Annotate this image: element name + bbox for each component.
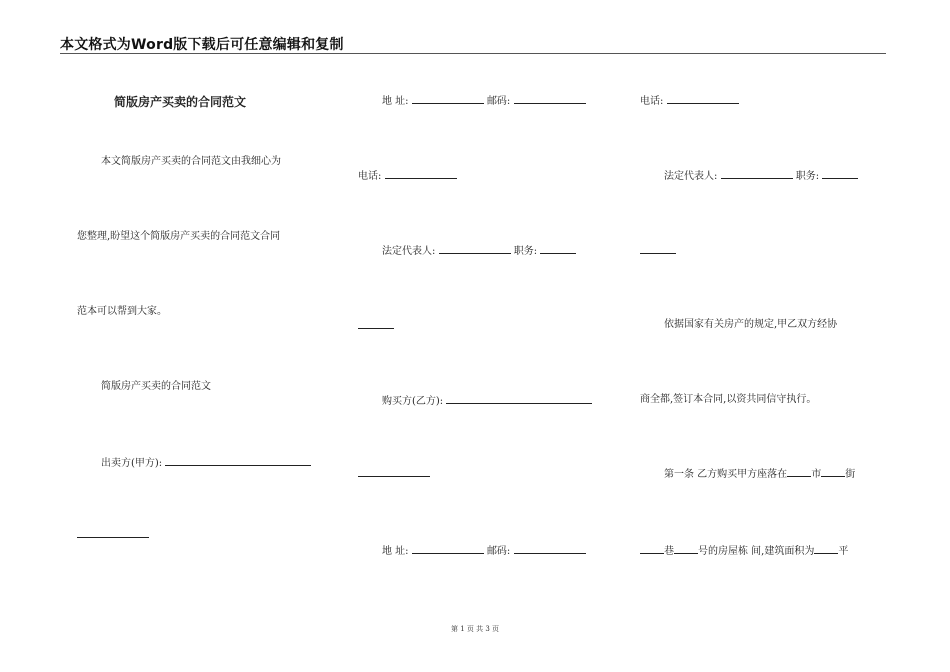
post-label-2: 职务: xyxy=(795,171,820,182)
buyer-blank xyxy=(446,393,592,404)
article-1-line-1 xyxy=(664,466,855,481)
address-label: 地 址: xyxy=(382,96,409,107)
street-blank xyxy=(821,466,845,477)
zip-label: 邮码: xyxy=(486,96,511,107)
post-blank xyxy=(540,243,576,254)
page-footer: 第 1 页 共 3 页 xyxy=(450,625,500,633)
post-blank-continued xyxy=(358,318,394,329)
address-label-2: 地 址: xyxy=(382,546,409,557)
phone-label: 电话: xyxy=(358,171,382,182)
buyer-label: 购买方(乙方): xyxy=(382,396,444,407)
article-1-text-d: 巷 xyxy=(664,546,674,557)
rep-label: 法定代表人: xyxy=(382,246,436,257)
area-blank xyxy=(814,543,838,554)
rep-blank xyxy=(439,243,511,254)
article-1-text-a: 第一条 乙方购买甲方座落在 xyxy=(664,469,788,480)
post-label: 职务: xyxy=(513,246,538,257)
buyer-line xyxy=(382,393,592,408)
seller-blank-continued xyxy=(77,527,149,538)
basis-line-1: 依据国家有关房产的规定,甲乙双方经协 xyxy=(664,319,838,330)
document-title: 简版房产买卖的合同范文 xyxy=(114,95,247,109)
address-blank-2 xyxy=(412,543,484,554)
intro-line-3: 范本可以帮到大家。 xyxy=(77,306,167,317)
number-blank xyxy=(674,543,698,554)
seller-label: 出卖方(甲方): xyxy=(101,458,163,469)
seller-address-line xyxy=(382,93,586,108)
article-1-text-b: 市 xyxy=(811,469,822,480)
seller-continuation-line xyxy=(77,527,149,542)
article-1-line-2 xyxy=(640,543,848,558)
city-blank xyxy=(787,466,811,477)
alley-blank xyxy=(640,543,664,554)
header-divider xyxy=(60,53,886,54)
rep-label-2: 法定代表人: xyxy=(664,171,718,182)
buyer-address-line xyxy=(382,543,586,558)
seller-post-continuation xyxy=(358,318,394,333)
intro-line-1: 本文简版房产买卖的合同范文由我细心为 xyxy=(101,156,281,167)
buyer-continuation-line xyxy=(358,466,430,481)
seller-blank xyxy=(165,455,311,466)
intro-line-2: 您整理,盼望这个简版房产买卖的合同范文合同 xyxy=(77,231,281,242)
rep-blank-2 xyxy=(721,168,793,179)
seller-rep-line xyxy=(382,243,576,258)
phone-blank xyxy=(385,168,457,179)
buyer-post-continuation xyxy=(640,243,676,258)
seller-phone-line xyxy=(358,168,457,183)
seller-line xyxy=(101,455,311,470)
phone-label-2: 电话: xyxy=(640,96,664,107)
article-1-text-e: 号的房屋栋 间,建筑面积为 xyxy=(698,546,815,557)
buyer-rep-line xyxy=(664,168,858,183)
zip-blank xyxy=(514,93,586,104)
address-blank xyxy=(412,93,484,104)
article-1-text-f: 平 xyxy=(838,546,849,557)
buyer-phone-line xyxy=(640,93,739,108)
phone-blank-2 xyxy=(667,93,739,104)
buyer-blank-continued xyxy=(358,466,430,477)
basis-line-2: 商全都,签订本合同,以资共同信守执行。 xyxy=(640,394,817,405)
post-blank-2-continued xyxy=(640,243,676,254)
contract-subtitle: 简版房产买卖的合同范文 xyxy=(101,381,211,392)
zip-label-2: 邮码: xyxy=(486,546,511,557)
zip-blank-2 xyxy=(514,543,586,554)
article-1-text-c: 街 xyxy=(845,469,856,480)
document-header-title: 本文格式为Word版下载后可任意编辑和复制 xyxy=(60,37,344,53)
post-blank-2 xyxy=(822,168,858,179)
